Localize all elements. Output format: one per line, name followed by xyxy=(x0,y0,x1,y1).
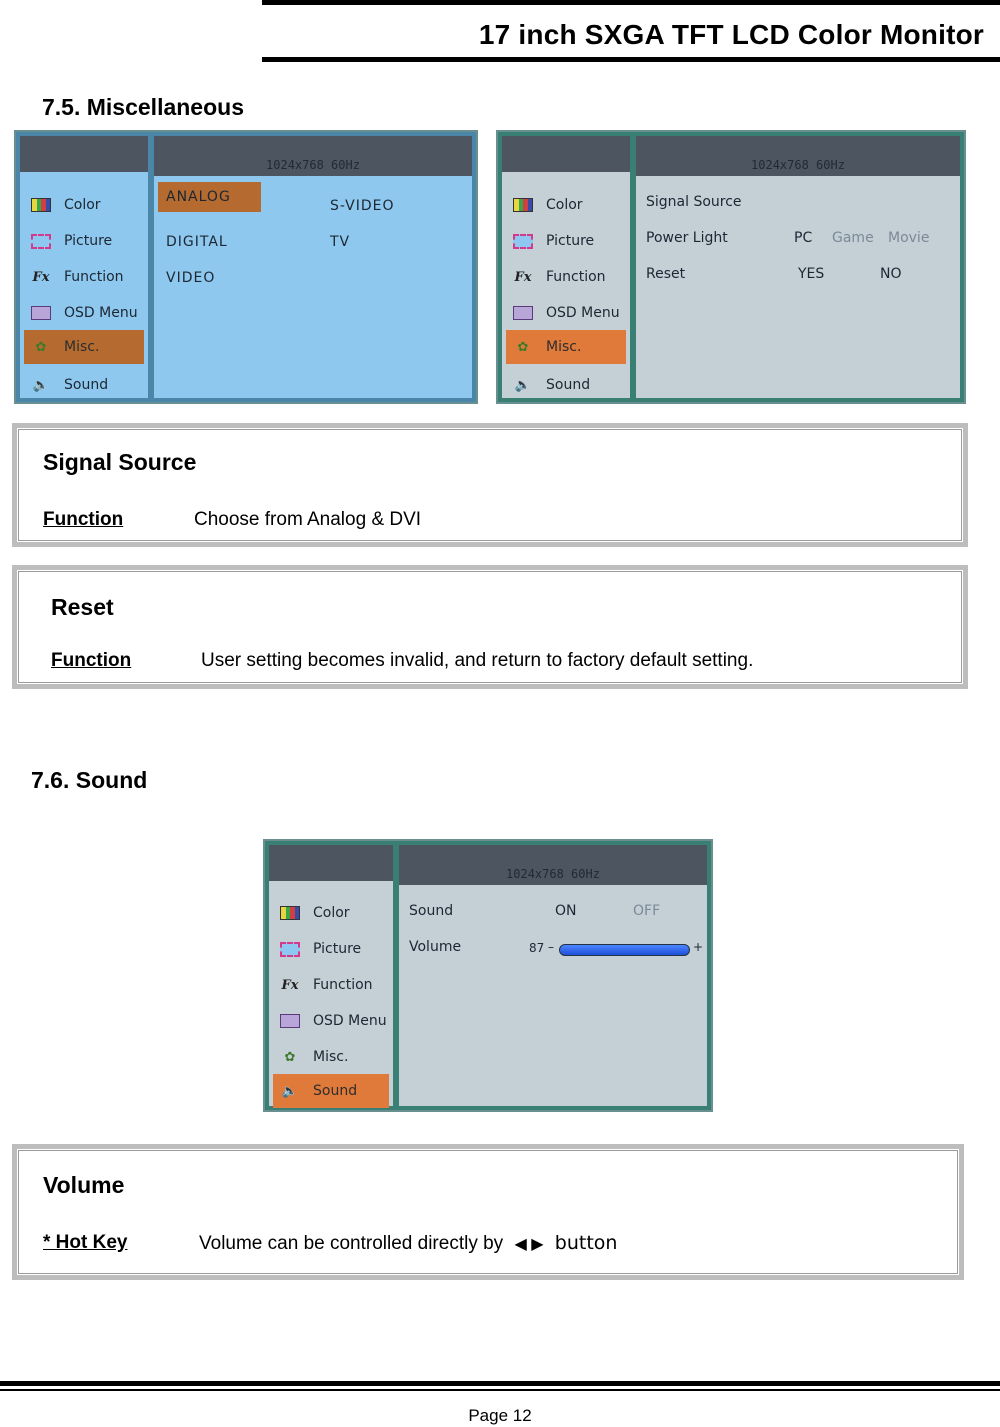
osd-menu-osd: OSD Menu xyxy=(506,298,626,328)
osd-menu-function: Fx Function xyxy=(273,970,389,1000)
footer-rule-thin xyxy=(0,1389,1000,1391)
osd-resolution: 1024x768 60Hz xyxy=(751,158,845,172)
osd-menu-picture: Picture xyxy=(506,226,626,256)
info-box-signal-source xyxy=(12,423,968,547)
speaker-icon: 🔈 xyxy=(281,1083,299,1099)
box-label: Function xyxy=(43,509,124,530)
osd-option-analog: ANALOG xyxy=(158,182,261,212)
osd-main-panel xyxy=(154,136,472,398)
osd-menu-icon xyxy=(30,304,52,322)
info-box-reset xyxy=(12,565,968,689)
osd-menu-icon xyxy=(512,304,534,322)
osd-power-pc: PC xyxy=(794,230,813,246)
osd-main-panel xyxy=(636,136,960,398)
box-title: Signal Source xyxy=(43,449,197,475)
box-text: User setting becomes invalid, and return to factory default setting. xyxy=(201,650,754,671)
speaker-icon: 🔈 xyxy=(32,377,50,393)
osd-reset: Reset xyxy=(646,266,686,282)
osd-menu-osd: OSD Menu xyxy=(273,1006,389,1036)
footer-rule xyxy=(0,1381,1000,1386)
picture-icon xyxy=(279,940,301,958)
misc-icon: ✿ xyxy=(517,339,529,355)
box-label: Function xyxy=(51,650,132,671)
page-number: Page 12 xyxy=(468,1406,532,1425)
osd-menu-color: Color xyxy=(273,898,389,928)
section-title-misc: 7.5. Miscellaneous xyxy=(42,94,244,120)
box-title: Reset xyxy=(51,594,114,620)
info-box-volume xyxy=(12,1144,964,1280)
header-rule-top xyxy=(262,0,1000,5)
osd-power-movie: Movie xyxy=(888,230,930,246)
osd-menu-picture: Picture xyxy=(273,934,389,964)
color-icon xyxy=(279,904,301,922)
speaker-icon: 🔈 xyxy=(514,377,532,393)
osd-screenshot-sound xyxy=(263,839,713,1112)
osd-screenshot-misc xyxy=(496,130,966,404)
header-rule-bottom xyxy=(262,57,1000,62)
osd-menu-function: Fx Function xyxy=(24,262,144,292)
box-title: Volume xyxy=(43,1172,125,1198)
osd-resolution: 1024x768 60Hz xyxy=(266,158,360,172)
osd-menu-picture: Picture xyxy=(24,226,144,256)
osd-menu-sound: 🔈 Sound xyxy=(273,1074,389,1108)
picture-icon xyxy=(30,232,52,250)
osd-menu-osd: OSD Menu xyxy=(24,298,144,328)
function-icon: Fx xyxy=(281,977,299,993)
osd-volume-plus: + xyxy=(693,940,704,954)
osd-power-game: Game xyxy=(832,230,874,246)
box-label: * Hot Key xyxy=(43,1232,128,1253)
function-icon: Fx xyxy=(32,269,50,285)
misc-icon: ✿ xyxy=(284,1049,296,1065)
document-title: 17 inch SXGA TFT LCD Color Monitor xyxy=(478,19,984,50)
osd-reset-yes: YES xyxy=(798,266,825,282)
box-text: Choose from Analog & DVI xyxy=(194,509,422,530)
osd-menu-misc: ✿ Misc. xyxy=(273,1042,389,1072)
osd-reset-no: NO xyxy=(880,266,902,282)
osd-sidebar xyxy=(20,136,148,398)
osd-menu-function: Fx Function xyxy=(506,262,626,292)
osd-sidebar xyxy=(502,136,630,398)
function-icon: Fx xyxy=(514,269,532,285)
osd-sound-off: OFF xyxy=(633,903,661,919)
osd-menu-misc: ✿ Misc. xyxy=(506,330,626,364)
osd-menu-color: Color xyxy=(506,190,626,220)
osd-sidebar xyxy=(269,845,393,1106)
section-title-sound: 7.6. Sound xyxy=(31,767,148,793)
osd-option-digital: DIGITAL xyxy=(166,234,228,250)
osd-menu-icon xyxy=(279,1012,301,1030)
osd-option-tv: TV xyxy=(330,234,351,250)
misc-icon: ✿ xyxy=(35,339,47,355)
osd-volume-value: 87 xyxy=(529,941,545,955)
osd-menu-sound: 🔈 Sound xyxy=(24,370,144,400)
osd-sound-label: Sound xyxy=(409,903,454,919)
osd-resolution: 1024x768 60Hz xyxy=(506,867,600,881)
osd-volume-bar xyxy=(559,944,690,956)
picture-icon xyxy=(512,232,534,250)
osd-signal-source: Signal Source xyxy=(646,194,742,210)
osd-menu-color: Color xyxy=(24,190,144,220)
osd-option-svideo: S-VIDEO xyxy=(330,198,395,214)
osd-option-video: VIDEO xyxy=(166,270,216,286)
osd-main-panel xyxy=(399,845,707,1106)
color-icon xyxy=(30,196,52,214)
osd-power-light: Power Light xyxy=(646,230,728,246)
box-text: Volume can be controlled directly by ◀ ▶ button xyxy=(199,1232,618,1254)
left-right-arrows-icon: ◀ ▶ xyxy=(514,1236,544,1253)
osd-sound-on: ON xyxy=(555,903,577,919)
osd-screenshot-signal-source xyxy=(14,130,478,404)
color-icon xyxy=(512,196,534,214)
osd-menu-sound: 🔈 Sound xyxy=(506,370,626,400)
osd-menu-misc: ✿ Misc. xyxy=(24,330,144,364)
osd-volume-minus: – xyxy=(548,940,554,954)
osd-volume-label: Volume xyxy=(409,939,462,955)
